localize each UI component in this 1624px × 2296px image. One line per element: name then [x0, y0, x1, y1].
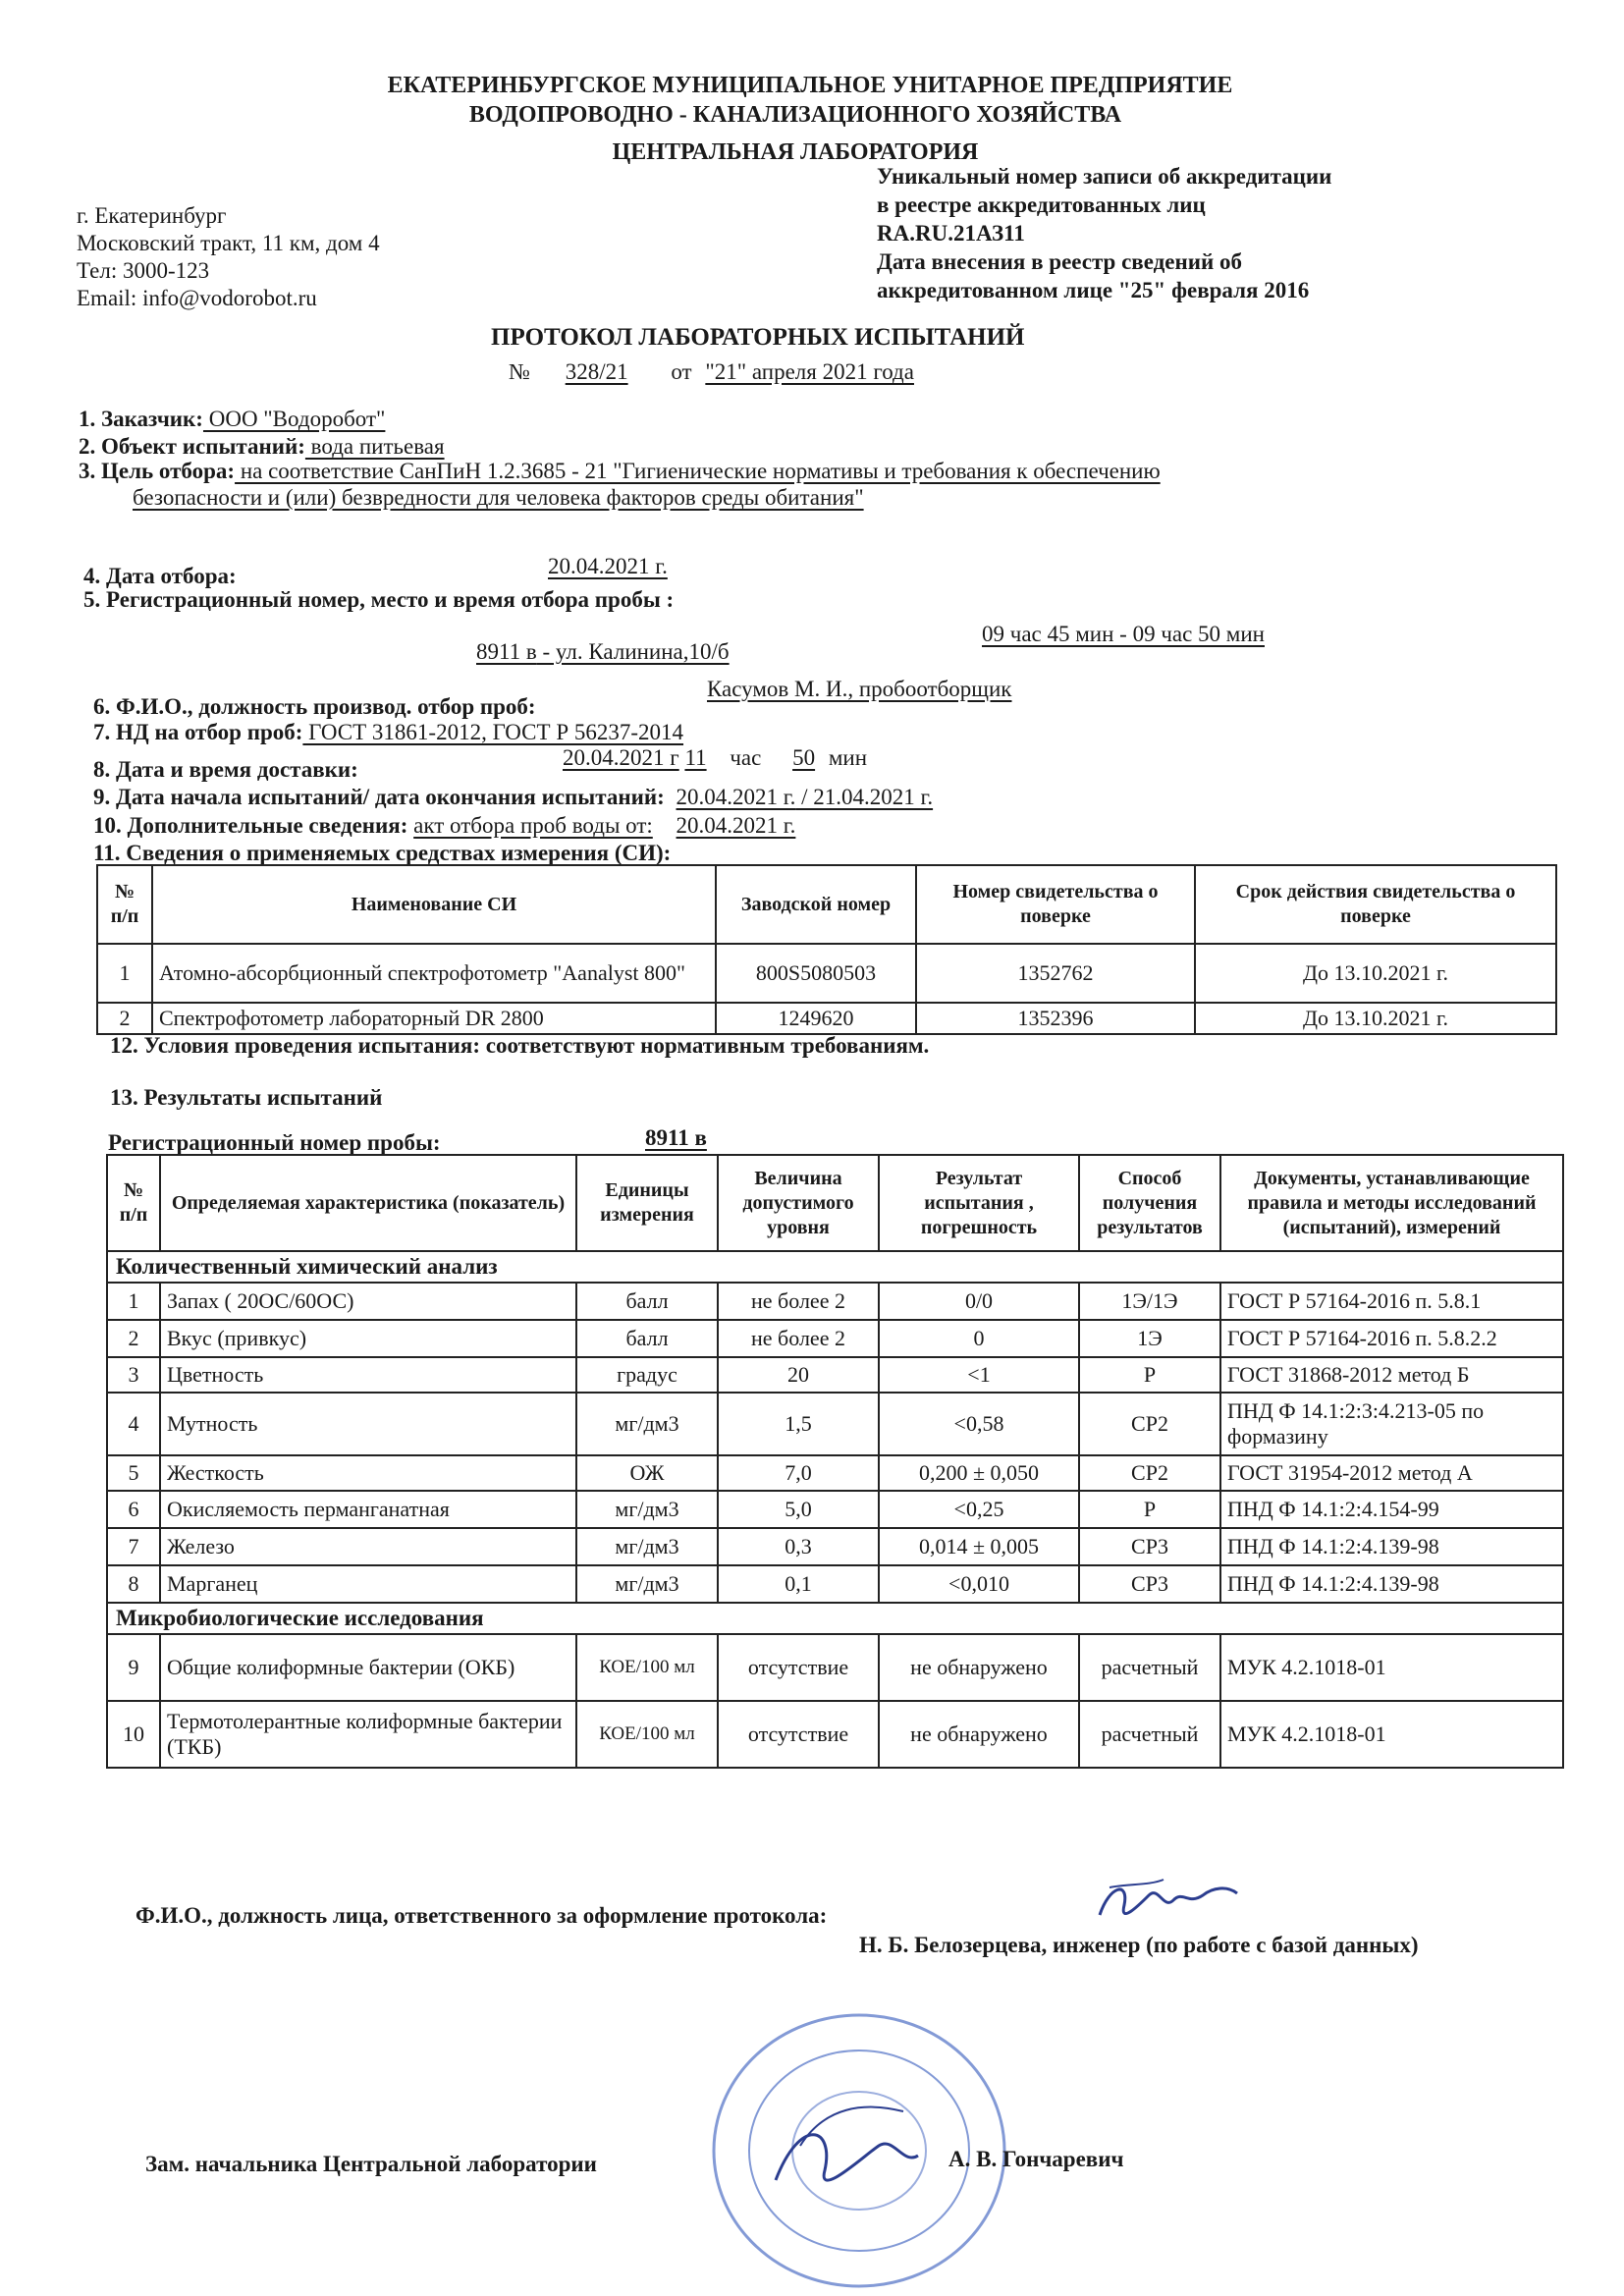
res-num: 6 [107, 1491, 160, 1528]
accreditation-line4: Дата внесения в реестр сведений об [877, 249, 1242, 274]
res-num: 8 [107, 1565, 160, 1603]
results-table-header [107, 1155, 1563, 1251]
sampler-label: 6. Ф.И.О., должность производ. отбор проб: [93, 694, 536, 719]
res-method: 1Э/1Э [1079, 1283, 1220, 1320]
section-chemical [107, 1251, 1563, 1283]
res-doc: ПНД Ф 14.1:2:4.154-99 [1220, 1491, 1563, 1528]
section-microbiology [107, 1603, 1563, 1634]
additional-label: 10. Дополнительные сведения: [93, 813, 408, 838]
results-reg-label: Регистрационный номер пробы: [108, 1130, 441, 1155]
si-col-cert: Номер свидетельства о поверке [916, 865, 1195, 944]
si-col-valid: Срок действия свидетельства о поверке [1195, 865, 1556, 944]
nd-value: ГОСТ 31861-2012, ГОСТ Р 56237-2014 [302, 720, 684, 744]
test-dates-label: 9. Дата начала испытаний/ дата окончания испытаний: [93, 785, 665, 809]
res-result: 0,014 ± 0,005 [879, 1528, 1079, 1565]
table-row [107, 1320, 1563, 1357]
customer-label: 1. Заказчик: [79, 407, 203, 431]
res-name: Термотолерантные колиформные бактерии (ТКБ) [160, 1701, 576, 1768]
res-unit: мг/дм3 [576, 1565, 718, 1603]
delivery-hour: 11 [684, 745, 707, 770]
field-test-dates [93, 784, 933, 811]
si-row-num: 1 [97, 944, 152, 1003]
res-name: Мутность [160, 1393, 576, 1455]
res-name: Жесткость [160, 1455, 576, 1491]
res-limit: 7,0 [718, 1455, 879, 1491]
res-num: 10 [107, 1701, 160, 1768]
field-registration: 5. Регистрационный номер, место и время отбора пробы : [83, 587, 675, 612]
res-name: Вкус (привкус) [160, 1320, 576, 1357]
res-method: расчетный [1079, 1701, 1220, 1768]
si-col-name: Наименование СИ [152, 865, 716, 944]
sampler-value: Касумов М. И., пробоотборщик [707, 677, 1012, 701]
res-doc: МУК 4.2.1018-01 [1220, 1634, 1563, 1701]
res-num: 1 [107, 1283, 160, 1320]
additional-value: акт отбора проб воды от: [413, 813, 653, 838]
field-purpose [79, 458, 1434, 485]
res-unit: градус [576, 1357, 718, 1393]
res-result: <0,25 [879, 1491, 1079, 1528]
table-row [107, 1357, 1563, 1393]
res-name: Окисляемость перманганатная [160, 1491, 576, 1528]
res-result: <0,58 [879, 1393, 1079, 1455]
table-row [107, 1565, 1563, 1603]
res-limit: 1,5 [718, 1393, 879, 1455]
res-doc: МУК 4.2.1018-01 [1220, 1701, 1563, 1768]
res-method: СР3 [1079, 1528, 1220, 1565]
purpose-value-line2: безопасности и (или) безвредности для человека факторов среды обитания" [133, 485, 864, 510]
res-result: 0,200 ± 0,050 [879, 1455, 1079, 1491]
res-name: Запах ( 20ОС/60ОС) [160, 1283, 576, 1320]
res-doc: ПНД Ф 14.1:2:4.139-98 [1220, 1565, 1563, 1603]
res-num: 5 [107, 1455, 160, 1491]
res-limit: отсутствие [718, 1634, 879, 1701]
field-delivery [93, 756, 358, 784]
res-unit: балл [576, 1320, 718, 1357]
res-num: 3 [107, 1357, 160, 1393]
results-registration [108, 1129, 441, 1157]
results-table [106, 1154, 1564, 1769]
res-name: Цветность [160, 1357, 576, 1393]
protocol-title: ПРОТОКОЛ ЛАБОРАТОРНЫХ ИСПЫТАНИЙ [491, 324, 1025, 351]
res-num: 4 [107, 1393, 160, 1455]
si-table [96, 864, 1557, 1035]
res-method: 1Э [1079, 1320, 1220, 1357]
field-object [79, 433, 445, 461]
si-row-name: Атомно-абсорбционный спектрофотометр "Aanalyst 800" [152, 944, 716, 1003]
field-sampler [93, 693, 536, 721]
res-result: не обнаружено [879, 1634, 1079, 1701]
table-row [97, 1003, 1556, 1034]
accreditation-line2: в реестре аккредитованных лиц [877, 192, 1206, 217]
table-row [107, 1283, 1563, 1320]
table-row [107, 1634, 1563, 1701]
object-label: 2. Объект испытаний: [79, 434, 305, 459]
customer-value: ООО "Водоробот" [202, 407, 386, 431]
purpose-label: 3. Цель отбора: [79, 459, 236, 483]
res-method: Р [1079, 1357, 1220, 1393]
protocol-from-label: от [671, 359, 692, 384]
res-method: СР2 [1079, 1455, 1220, 1491]
sampling-date-label: 4. Дата отбора: [83, 564, 237, 588]
res-unit: мг/дм3 [576, 1528, 718, 1565]
res-limit: отсутствие [718, 1701, 879, 1768]
section-chemical-label: Количественный химический анализ [107, 1251, 1563, 1283]
registration-place: - ул. Калинина,10/б [536, 639, 730, 664]
res-col-method: Способ получения результатов [1079, 1155, 1220, 1251]
res-method: расчетный [1079, 1634, 1220, 1701]
res-name: Железо [160, 1528, 576, 1565]
res-method: Р [1079, 1491, 1220, 1528]
sampling-date-value: 20.04.2021 г. [548, 554, 668, 578]
res-col-result: Результат испытания , погрешность [879, 1155, 1079, 1251]
address-street: Московский тракт, 11 км, дом 4 [77, 231, 380, 255]
si-row-cert: 1352396 [916, 1003, 1195, 1034]
si-row-cert: 1352762 [916, 944, 1195, 1003]
res-name: Общие колиформные бактерии (ОКБ) [160, 1634, 576, 1701]
org-name-line1: ЕКАТЕРИНБУРГСКОЕ МУНИЦИПАЛЬНОЕ УНИТАРНОЕ ПРЕДПРИЯТИЕ [387, 73, 1233, 98]
registration-line [476, 638, 730, 666]
si-table-header [97, 865, 1556, 944]
field-results-label: 13. Результаты испытаний [110, 1085, 383, 1110]
field-additional [93, 812, 795, 840]
address-phone: Тел: 3000-123 [77, 258, 210, 283]
res-doc: ГОСТ 31954-2012 метод А [1220, 1455, 1563, 1491]
responsible-name: Н. Б. Белозерцева, инженер (по работе с базой данных) [859, 1933, 1419, 1957]
delivery-min: 50 [792, 745, 816, 770]
si-row-valid: До 13.10.2021 г. [1195, 1003, 1556, 1034]
table-row [107, 1491, 1563, 1528]
accreditation-block [877, 162, 1486, 304]
res-doc: ПНД Ф 14.1:2:3:4.213-05 по формазину [1220, 1393, 1563, 1455]
res-col-doc: Документы, устанавливающие правила и методы исследований (испытаний), измерений [1220, 1155, 1563, 1251]
delivery-values [563, 744, 867, 772]
signature-responsible [1080, 1866, 1257, 1944]
res-limit: не более 2 [718, 1320, 879, 1357]
protocol-number: 328/21 [565, 359, 628, 384]
res-doc: ГОСТ Р 57164-2016 п. 5.8.1 [1220, 1283, 1563, 1320]
nd-label: 7. НД на отбор проб: [93, 720, 303, 744]
test-end-date: / 21.04.2021 г. [795, 785, 934, 809]
res-unit: мг/дм3 [576, 1491, 718, 1528]
deputy-name: А. В. Гончаревич [948, 2147, 1124, 2171]
accreditation-number: RA.RU.21АЗ11 [877, 221, 1025, 246]
si-row-num: 2 [97, 1003, 152, 1034]
res-name: Марганец [160, 1565, 576, 1603]
res-col-name: Определяемая характеристика (показатель) [160, 1155, 576, 1251]
field-conditions: 12. Условия проведения испытания: соответствуют нормативным требованиям. [110, 1033, 930, 1058]
si-row-name: Спектрофотометр лабораторный DR 2800 [152, 1003, 716, 1034]
accreditation-date: аккредитованном лице "25" февраля 2016 [877, 278, 1310, 302]
table-row [107, 1701, 1563, 1768]
address-email: Email: info@vodorobot.ru [77, 286, 317, 310]
res-col-num: № п/п [107, 1155, 160, 1251]
field-nd [93, 719, 683, 746]
org-name-line2: ВОДОПРОВОДНО - КАНАЛИЗАЦИОННОГО ХОЗЯЙСТВА [468, 102, 1122, 128]
responsible-label: Ф.И.О., должность лица, ответственного за оформление протокола: [135, 1903, 828, 1928]
res-doc: ГОСТ 31868-2012 метод Б [1220, 1357, 1563, 1393]
table-row [107, 1455, 1563, 1491]
res-num: 9 [107, 1634, 160, 1701]
delivery-date: 20.04.2021 г [563, 745, 679, 770]
registration-number: 8911 в [476, 639, 537, 664]
res-doc: ГОСТ Р 57164-2016 п. 5.8.2.2 [1220, 1320, 1563, 1357]
table-row [97, 944, 1556, 1003]
si-row-serial: 800S5080503 [716, 944, 916, 1003]
registration-time: 09 час 45 мин - 09 час 50 мин [982, 622, 1265, 646]
res-limit: 0,1 [718, 1565, 879, 1603]
res-col-limit: Величина допустимого уровня [718, 1155, 879, 1251]
res-limit: 20 [718, 1357, 879, 1393]
si-row-serial: 1249620 [716, 1003, 916, 1034]
protocol-date: "21" апреля 2021 года [705, 359, 914, 384]
deputy-label: Зам. начальника Центральной лаборатории [145, 2152, 597, 2176]
accreditation-line1: Уникальный номер записи об аккредитации [877, 164, 1332, 189]
table-row [107, 1393, 1563, 1455]
res-method: СР2 [1079, 1393, 1220, 1455]
additional-date: 20.04.2021 г. [676, 813, 796, 838]
field-si-label: 11. Сведения о применяемых средствах измерения (СИ): [93, 841, 672, 865]
si-col-num: № п/п [97, 865, 152, 944]
address-city: г. Екатеринбург [77, 203, 227, 228]
res-doc: ПНД Ф 14.1:2:4.139-98 [1220, 1528, 1563, 1565]
res-num: 7 [107, 1528, 160, 1565]
delivery-label: 8. Дата и время доставки: [93, 757, 358, 782]
address-block [77, 202, 587, 312]
section-microbiology-label: Микробиологические исследования [107, 1603, 1563, 1634]
res-unit: балл [576, 1283, 718, 1320]
delivery-min-unit: мин [828, 745, 867, 770]
res-unit: КОЕ/100 мл [576, 1634, 718, 1701]
res-result: <1 [879, 1357, 1079, 1393]
si-col-serial: Заводской номер [716, 865, 916, 944]
si-row-valid: До 13.10.2021 г. [1195, 944, 1556, 1003]
res-method: СР3 [1079, 1565, 1220, 1603]
res-col-unit: Единицы измерения [576, 1155, 718, 1251]
protocol-number-line [509, 358, 914, 386]
delivery-hour-unit: час [730, 745, 762, 770]
results-reg-number: 8911 в [645, 1125, 707, 1150]
test-start-date: 20.04.2021 г. [676, 785, 796, 809]
res-unit: ОЖ [576, 1455, 718, 1491]
table-row [107, 1528, 1563, 1565]
res-unit: мг/дм3 [576, 1393, 718, 1455]
org-name-line3: ЦЕНТРАЛЬНАЯ ЛАБОРАТОРИЯ [612, 139, 979, 165]
res-limit: 0,3 [718, 1528, 879, 1565]
protocol-no-label: № [509, 359, 530, 384]
object-value: вода питьевая [304, 434, 445, 459]
res-result: 0/0 [879, 1283, 1079, 1320]
res-limit: не более 2 [718, 1283, 879, 1320]
field-customer [79, 406, 385, 433]
res-result: не обнаружено [879, 1701, 1079, 1768]
res-limit: 5,0 [718, 1491, 879, 1528]
res-result: 0 [879, 1320, 1079, 1357]
res-num: 2 [107, 1320, 160, 1357]
res-unit: КОЕ/100 мл [576, 1701, 718, 1768]
res-result: <0,010 [879, 1565, 1079, 1603]
purpose-value-line1: на соответствие СанПиН 1.2.3685 - 21 "Гигиенические нормативы и требования к обеспечению [235, 459, 1161, 483]
